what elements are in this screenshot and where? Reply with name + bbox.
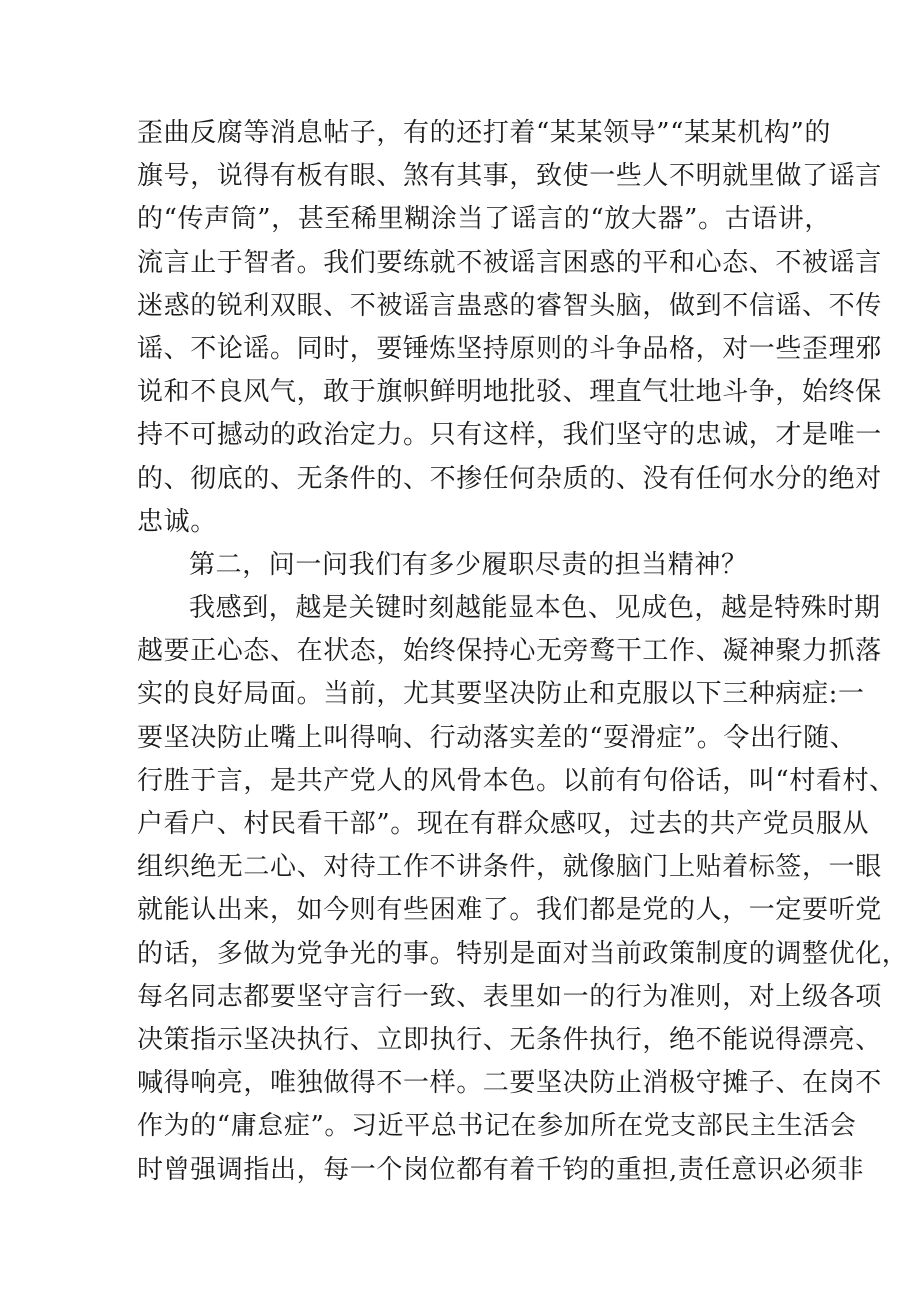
text-line: 作为的“庸怠症”。习近平总书记在参加所在党支部民主生活会 — [137, 1111, 857, 1142]
text-line: 时曾强调指出，每一个岗位都有着千钧的重担,责任意识必须非 — [137, 1154, 865, 1185]
text-line: 的、彻底的、无条件的、不掺任何杂质的、没有任何水分的绝对 — [137, 463, 882, 494]
text-line: 组织绝无二心、对待工作不讲条件，就像脑门上贴着标签，一眼 — [137, 852, 882, 883]
text-line: 要坚决防止嘴上叫得响、行动落实差的“耍滑症”。令出行随、 — [137, 722, 857, 753]
paragraph-start: 我感到，越是关键时刻越能显本色、见成色，越是特殊时期 — [189, 593, 881, 624]
text-line: 越要正心态、在状态，始终保持心无旁鹜干工作、凝神聚力抓落 — [137, 636, 882, 667]
text-line: 实的良好局面。当前，尤其要坚决防止和克服以下三种病症:一 — [137, 679, 865, 710]
text-line: 迷惑的锐利双眼、不被谣言蛊惑的睿智头脑，做到不信谣、不传 — [137, 290, 882, 321]
text-line: 流言止于智者。我们要练就不被谣言困惑的平和心态、不被谣言 — [137, 247, 882, 278]
text-line: 的话，多做为党争光的事。特别是面对当前政策制度的调整优化， — [137, 938, 909, 969]
text-line: 决策指示坚决执行、立即执行、无条件执行，绝不能说得漂亮、 — [137, 1024, 882, 1055]
section-heading: 第二，问一问我们有多少履职尽责的担当精神？ — [189, 549, 748, 580]
text-line: 说和不良风气，敢于旗帜鲜明地批驳、理直气壮地斗争，始终保 — [137, 377, 882, 408]
text-line: 就能认出来，如今则有些困难了。我们都是党的人，一定要听党 — [137, 895, 882, 926]
text-line: 每名同志都要坚守言行一致、表里如一的行为准则，对上级各项 — [137, 981, 882, 1012]
text-line: 旗号，说得有板有眼、煞有其事，致使一些人不明就里做了谣言 — [137, 161, 882, 192]
text-line: 持不可撼动的政治定力。只有这样，我们坚守的忠诚，才是唯一 — [137, 420, 882, 451]
text-line: 的“传声筒”，甚至稀里糊涂当了谣言的“放大器”。古语讲， — [137, 204, 831, 235]
text-line: 歪曲反腐等消息帖子，有的还打着“某某领导”“某某机构”的 — [137, 118, 831, 148]
text-line: 喊得响亮，唯独做得不一样。二要坚决防止消极守摊子、在岗不 — [137, 1068, 882, 1099]
text-line: 行胜于言，是共产党人的风骨本色。以前有句俗话，叫“村看村、 — [137, 765, 896, 796]
document-body — [137, 112, 909, 1192]
text-line: 谣、不论谣。同时，要锤炼坚持原则的斗争品格，对一些歪理邪 — [137, 333, 882, 364]
text-line: 忠诚。 — [137, 506, 217, 537]
text-line: 户看户、村民看干部”。现在有群众感叹，过去的共产党员服从 — [137, 809, 870, 839]
